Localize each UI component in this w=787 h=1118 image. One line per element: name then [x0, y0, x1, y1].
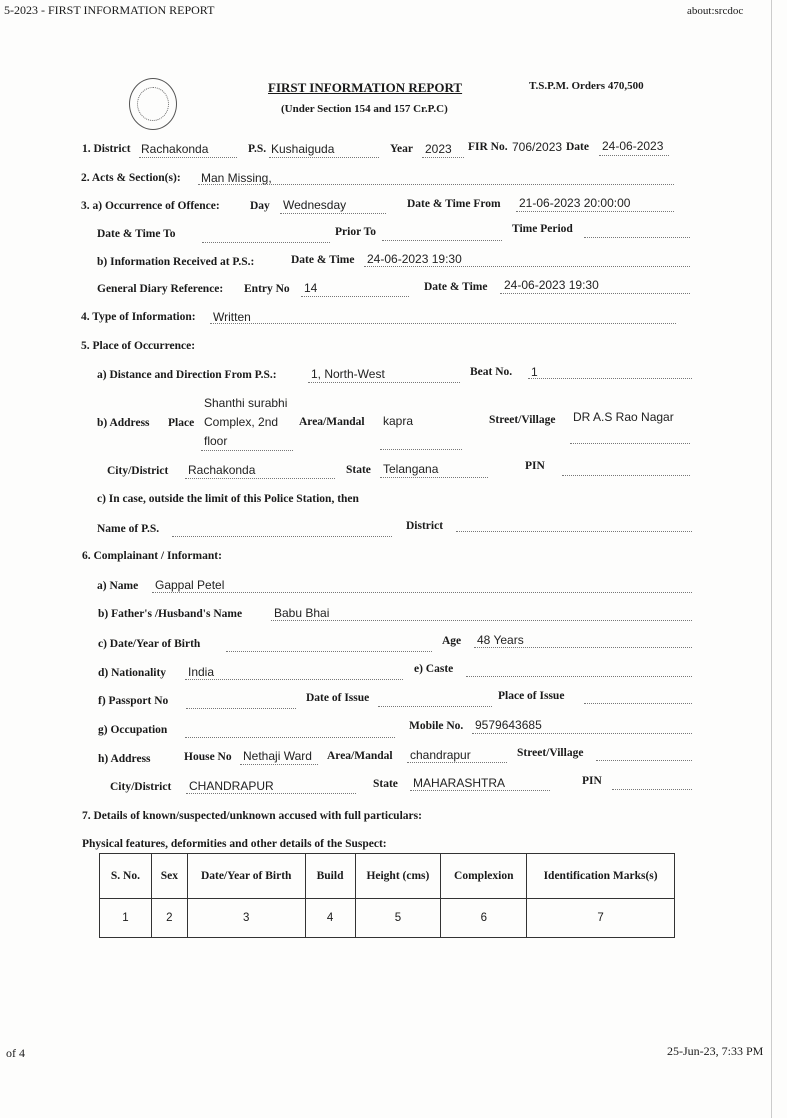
table-cell: 2 — [151, 899, 187, 938]
city-label: City/District — [107, 465, 169, 477]
city-value: Rachakonda — [188, 463, 256, 477]
page-edge-rule — [771, 0, 772, 1118]
father-value: Babu Bhai — [274, 606, 330, 620]
day-value: Wednesday — [283, 198, 347, 212]
name-label: a) Name — [97, 580, 139, 592]
district-value: Rachakonda — [141, 142, 209, 156]
gd-datetime-value: 24-06-2023 19:30 — [504, 278, 599, 292]
complainant-label: 6. Complainant / Informant: — [82, 550, 222, 562]
time-period-label: Time Period — [512, 223, 573, 235]
nationality-label: d) Nationality — [98, 667, 167, 679]
info-datetime-value: 24-06-2023 19:30 — [367, 252, 462, 266]
state-label: State — [346, 464, 371, 476]
table-row — [100, 899, 675, 938]
orders-ref: T.S.P.M. Orders 470,500 — [529, 80, 644, 92]
home-city-value: CHANDRAPUR — [189, 779, 274, 793]
home-area-label: Area/Mandal — [327, 750, 393, 762]
type-label: 4. Type of Information: — [81, 311, 196, 323]
place-line-2: Complex, 2nd — [204, 415, 279, 429]
ps-value: Kushaiguda — [271, 142, 335, 156]
occupation-label: g) Occupation — [98, 724, 168, 736]
nationality-value: India — [188, 665, 215, 679]
print-page-count: of 4 — [6, 1046, 25, 1060]
street-label: Street/Village — [489, 414, 556, 426]
date-time-from-value: 21-06-2023 20:00:00 — [519, 196, 631, 210]
physical-features-label: Physical features, deformities and other details of the Suspect: — [82, 838, 387, 850]
name-of-ps-label: Name of P.S. — [97, 523, 160, 535]
info-datetime-label: Date & Time — [291, 254, 355, 266]
date-time-to-label: Date & Time To — [97, 228, 176, 240]
gd-label: General Diary Reference: — [97, 283, 224, 295]
date-of-issue-label: Date of Issue — [306, 692, 370, 704]
fir-value: 706/2023 — [512, 140, 563, 154]
gd-datetime-label: Date & Time — [424, 281, 488, 293]
distance-label: a) Distance and Direction From P.S.: — [97, 369, 277, 381]
occurrence-label: 3. a) Occurrence of Offence: — [81, 200, 220, 212]
entry-label: Entry No — [244, 283, 290, 295]
table-cell: 1 — [100, 899, 152, 938]
accused-details-label: 7. Details of known/suspected/unknown accused with full particulars: — [82, 810, 422, 822]
dob-label: c) Date/Year of Birth — [98, 638, 201, 650]
print-url: about:srcdoc — [687, 5, 744, 17]
home-street-label: Street/Village — [517, 747, 584, 759]
year-label: Year — [390, 143, 413, 155]
age-label: Age — [442, 635, 462, 647]
district2-label: District — [406, 520, 444, 532]
father-label: b) Father's /Husband's Name — [98, 608, 243, 620]
house-no-label: House No — [184, 751, 232, 763]
col-header: Identification Marks(s) — [527, 854, 675, 899]
col-header: Height (cms) — [355, 854, 441, 899]
age-value: 48 Years — [477, 633, 524, 647]
acts-label: 2. Acts & Section(s): — [81, 172, 181, 184]
caste-label: e) Caste — [414, 663, 454, 675]
type-value: Written — [213, 310, 251, 324]
address-label: b) Address — [97, 417, 150, 429]
name-value: Gappal Petel — [155, 578, 225, 592]
ps-label: P.S. — [248, 143, 267, 155]
print-timestamp: 25-Jun-23, 7:33 PM — [667, 1044, 764, 1058]
beat-value: 1 — [531, 365, 538, 379]
table-header-row — [100, 854, 675, 899]
district-label: 1. District — [82, 143, 131, 155]
area-value: kapra — [383, 414, 414, 428]
report-subtitle: (Under Section 154 and 157 Cr.P.C) — [281, 103, 448, 115]
place-line-3: floor — [204, 434, 228, 448]
report-title: FIRST INFORMATION REPORT — [268, 80, 463, 95]
year-value: 2023 — [425, 142, 452, 156]
area-label: Area/Mandal — [299, 416, 365, 428]
col-header: Complexion — [441, 854, 527, 899]
col-header: S. No. — [100, 854, 152, 899]
place-occurrence-label: 5. Place of Occurrence: — [81, 340, 196, 352]
table-cell: 4 — [305, 899, 355, 938]
home-pin-label: PIN — [582, 775, 602, 787]
mobile-label: Mobile No. — [409, 720, 464, 732]
date-time-from-label: Date & Time From — [407, 198, 501, 210]
distance-value: 1, North-West — [311, 367, 385, 381]
table-cell: 5 — [355, 899, 441, 938]
table-cell: 3 — [187, 899, 305, 938]
home-address-label: h) Address — [98, 753, 151, 765]
home-state-label: State — [373, 778, 398, 790]
info-received-label: b) Information Received at P.S.: — [97, 256, 255, 268]
house-no-value: Nethaji Ward — [243, 749, 312, 763]
place-of-issue-label: Place of Issue — [498, 690, 565, 702]
table-cell: 6 — [441, 899, 527, 938]
telangana-police-emblem-icon — [129, 78, 177, 130]
place-line-1: Shanthi surabhi — [204, 396, 288, 410]
fir-label: FIR No. — [468, 141, 508, 153]
outside-limit-label: c) In case, outside the limit of this Police Station, then — [97, 493, 359, 505]
col-header: Build — [305, 854, 355, 899]
acts-value: Man Missing, — [201, 171, 272, 185]
street-value: DR A.S Rao Nagar — [573, 410, 674, 424]
suspect-table — [99, 853, 675, 938]
passport-label: f) Passport No — [98, 695, 169, 707]
entry-value: 14 — [304, 281, 318, 295]
col-header: Sex — [151, 854, 187, 899]
date-label: Date — [566, 141, 589, 153]
mobile-value: 9579643685 — [475, 718, 542, 732]
state-value: Telangana — [383, 462, 439, 476]
day-label: Day — [250, 200, 270, 212]
prior-to-label: Prior To — [335, 226, 377, 238]
home-state-value: MAHARASHTRA — [413, 776, 506, 790]
print-tab-title: 5-2023 - FIRST INFORMATION REPORT — [4, 3, 215, 17]
beat-label: Beat No. — [470, 366, 513, 378]
home-city-label: City/District — [110, 781, 172, 793]
place-label: Place — [168, 417, 195, 429]
col-header: Date/Year of Birth — [187, 854, 305, 899]
pin-label: PIN — [525, 460, 545, 472]
table-cell: 7 — [527, 899, 675, 938]
home-area-value: chandrapur — [410, 748, 471, 762]
date-value: 24-06-2023 — [602, 139, 664, 153]
